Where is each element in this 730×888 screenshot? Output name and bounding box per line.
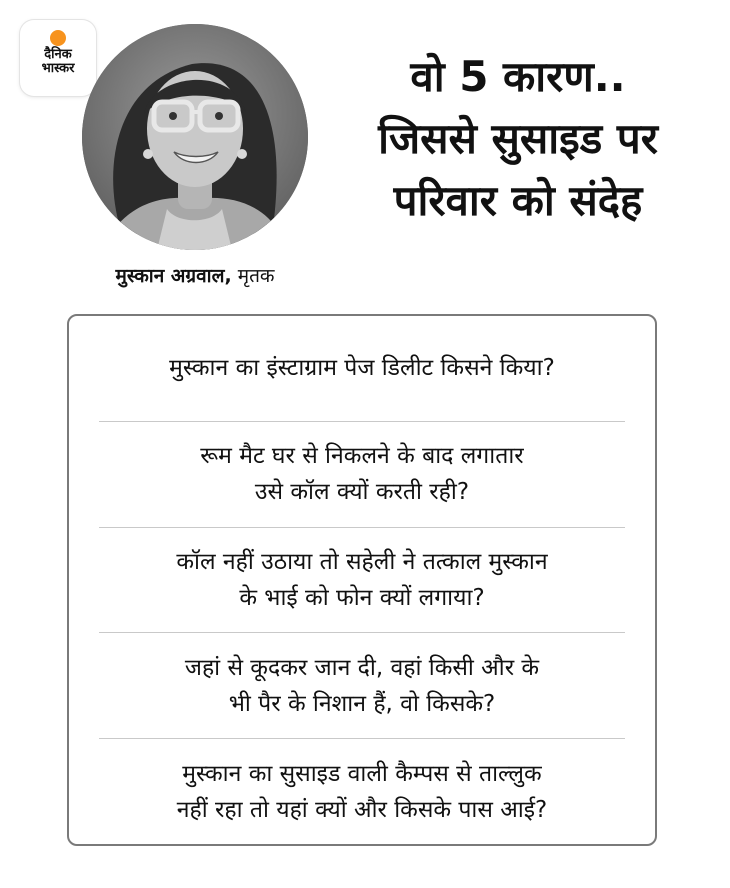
portrait-image [82,24,308,250]
avatar-photo [82,24,308,250]
question-line: भी पैर के निशान हैं, वो किसके? [228,690,496,717]
question-item [99,738,625,844]
question-item [99,316,625,421]
question-line: कॉल नहीं उठाया तो सहेली ने तत्काल मुस्कान [176,548,548,575]
questions-box [67,314,657,846]
question-line: उसे कॉल क्यों करती रही? [254,479,470,506]
question-line: मुस्कान का इंस्टाग्राम पेज डिलीट किसने किया? [169,355,555,382]
question-item [99,632,625,738]
headline-line: परिवार को संदेह [393,176,643,225]
headline-line: वो 5 कारण.. [410,52,626,101]
photo-caption [50,262,340,288]
headline-line: जिससे सुसाइड पर [378,114,658,163]
question-item [99,421,625,527]
logo-text-line2: भास्कर [41,61,75,76]
question-line: के भाई को फोन क्यों लगाया? [239,584,485,611]
question-line: मुस्कान का सुसाइड वाली कैम्पस से ताल्लुक [182,760,542,787]
question-line: नहीं रहा तो यहां क्यों और किसके पास आई? [176,796,548,823]
dainik-bhaskar-logo [20,20,96,96]
logo-text-line1: दैनिक [44,47,72,62]
question-line: जहां से कूदकर जान दी, वहां किसी और के [184,654,540,681]
question-item [99,527,625,633]
question-line: रूम मैट घर से निकलने के बाद लगातार [200,443,524,470]
person-role: मृतक [231,265,275,287]
headline [318,46,718,232]
sun-icon [50,30,66,46]
person-name: मुस्कान अग्रवाल, [115,265,232,287]
